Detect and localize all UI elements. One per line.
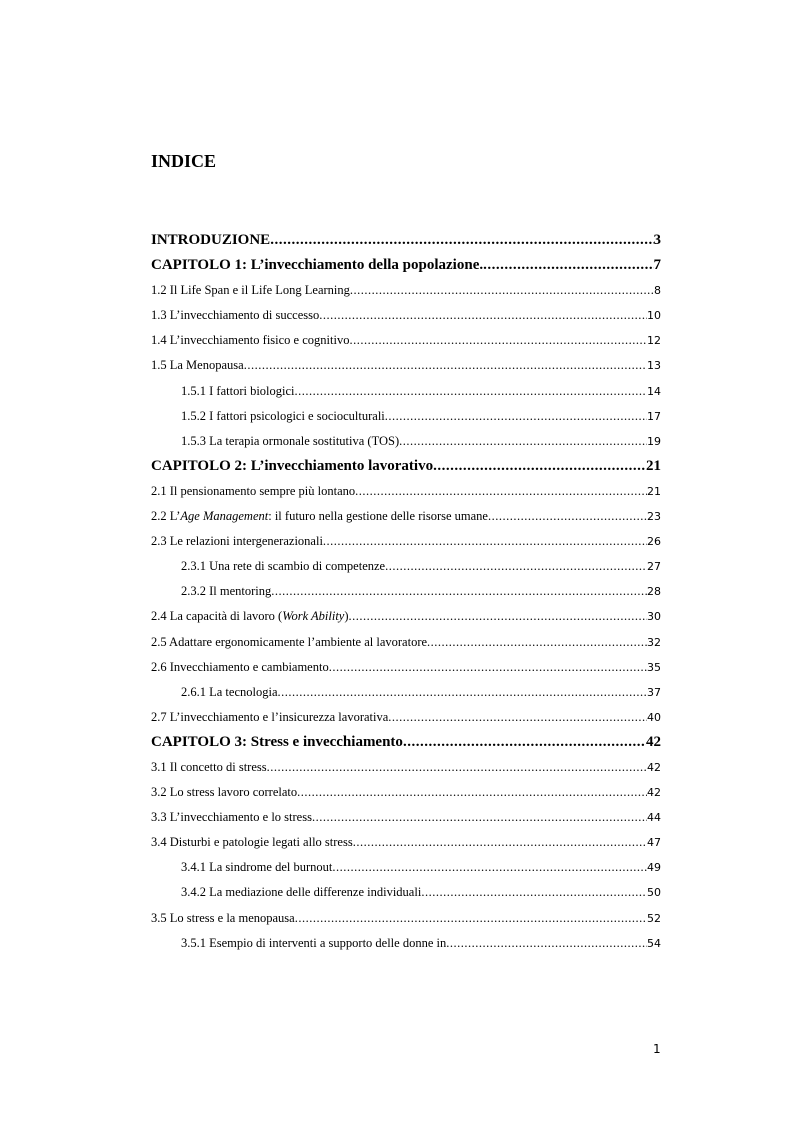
toc-entry-label: 2.5 Adattare ergonomicamente l’ambiente al lavoratore [151, 634, 428, 649]
leader-dots [319, 303, 647, 328]
toc-entry-1-5-1[interactable] [151, 379, 661, 404]
toc-entry-1-5[interactable] [151, 353, 661, 378]
toc-entry-label: 1.5 La Menopausa [151, 358, 244, 373]
leader-dots [295, 906, 647, 931]
toc-entry-label: 2.7 L’invecchiamento e l’insicurezza lavorativa [151, 709, 389, 724]
toc-entry-label: INTRODUZIONE [151, 232, 271, 248]
toc-entry-label: 1.3 L’invecchiamento di successo [151, 308, 320, 323]
toc-entry-2-2[interactable] [151, 504, 661, 529]
toc-entry-label: 2.6.1 La tecnologia [181, 684, 278, 699]
leader-dots [433, 454, 646, 479]
toc-entry-label: 2.4 La capacità di lavoro (Work Ability) [151, 609, 349, 624]
toc-entry-label: 1.2 Il Life Span e il Life Long Learning [151, 283, 350, 298]
leader-dots [353, 830, 647, 855]
toc-entry-label: 3.2 Lo stress lavoro correlato [151, 785, 298, 800]
toc-entry-label: 3.3 L’invecchiamento e lo stress [151, 810, 312, 825]
page-number: 1 [653, 1042, 661, 1056]
toc-entry-page: 30 [647, 610, 661, 624]
toc-entry-label: 1.4 L’invecchiamento fisico e cognitivo [151, 333, 350, 348]
toc-entry-label: CAPITOLO 1: L’invecchiamento della popolazione. [151, 257, 484, 274]
toc-entry-3-3[interactable] [151, 805, 661, 830]
toc-entry-page: 21 [647, 484, 661, 498]
toc-entry-page: 42 [646, 733, 661, 750]
leader-dots [483, 253, 653, 278]
toc-entry-label: 2.6 Invecchiamento e cambiamento [151, 659, 329, 674]
toc-entry-page: 52 [647, 911, 661, 925]
toc-entry-chapter-3[interactable] [151, 730, 661, 755]
toc-entry-page: 3 [653, 232, 661, 248]
toc-entry-label: 3.5 Lo stress e la menopausa [151, 910, 295, 925]
toc-entry-introduzione[interactable] [151, 228, 661, 253]
leader-dots [323, 529, 647, 554]
toc-entry-label: 3.5.1 Esempio di interventi a supporto delle donne in [181, 935, 447, 950]
toc-entry-page: 32 [647, 635, 661, 649]
toc-entry-label: 1.5.3 La terapia ormonale sostitutiva (TOS) [181, 433, 400, 448]
toc-entry-label: 3.4.1 La sindrome del burnout [181, 860, 333, 875]
toc-entry-label: 3.1 Il concetto di stress [151, 759, 267, 774]
toc-entry-page: 50 [647, 886, 661, 900]
toc-entry-3-5-1[interactable] [151, 931, 661, 956]
leader-dots [350, 278, 654, 303]
toc-entry-page: 42 [647, 786, 661, 800]
leader-dots [297, 780, 647, 805]
leader-dots [403, 730, 646, 755]
toc-entry-page: 49 [647, 861, 661, 875]
toc-entry-2-1[interactable] [151, 479, 661, 504]
toc-entry-label: 2.3.2 Il mentoring [181, 584, 272, 599]
toc-entry-1-2[interactable] [151, 278, 661, 303]
toc-entry-2-5[interactable] [151, 630, 661, 655]
toc-entry-1-5-3[interactable] [151, 429, 661, 454]
toc-entry-page: 13 [647, 359, 661, 373]
toc-entry-page: 23 [647, 510, 661, 524]
table-of-contents [151, 228, 661, 956]
leader-dots [244, 353, 647, 378]
leader-dots [385, 554, 647, 579]
toc-entry-page: 17 [647, 409, 661, 423]
toc-entry-page: 28 [647, 585, 661, 599]
toc-entry-label: 3.4.2 La mediazione delle differenze individuali [181, 885, 422, 900]
leader-dots [399, 429, 647, 454]
leader-dots [349, 328, 647, 353]
leader-dots [295, 379, 647, 404]
leader-dots [332, 855, 647, 880]
toc-entry-1-5-2[interactable] [151, 404, 661, 429]
toc-entry-label: 2.3 Le relazioni intergenerazionali [151, 534, 323, 549]
leader-dots [446, 931, 647, 956]
toc-entry-page: 42 [647, 760, 661, 774]
toc-entry-2-6-1[interactable] [151, 680, 661, 705]
toc-entry-2-7[interactable] [151, 705, 661, 730]
toc-entry-3-4-2[interactable] [151, 880, 661, 905]
toc-entry-page: 10 [647, 309, 661, 323]
toc-entry-page: 7 [653, 257, 661, 274]
toc-entry-page: 44 [647, 811, 661, 825]
toc-entry-2-3-2[interactable] [151, 579, 661, 604]
leader-dots [427, 630, 647, 655]
toc-entry-chapter-2[interactable] [151, 454, 661, 479]
toc-entry-2-4[interactable] [151, 604, 661, 629]
toc-entry-2-6[interactable] [151, 655, 661, 680]
toc-entry-label: 1.5.1 I fattori biologici [181, 383, 295, 398]
toc-entry-label: 2.3.1 Una rete di scambio di competenze [181, 559, 386, 574]
leader-dots [421, 880, 647, 905]
toc-entry-page: 35 [647, 660, 661, 674]
leader-dots [329, 655, 647, 680]
toc-entry-3-5[interactable] [151, 906, 661, 931]
toc-entry-page: 19 [647, 434, 661, 448]
toc-entry-page: 40 [647, 710, 661, 724]
toc-entry-2-3-1[interactable] [151, 554, 661, 579]
leader-dots [349, 604, 647, 629]
toc-entry-1-4[interactable] [151, 328, 661, 353]
toc-entry-label: 1.5.2 I fattori psicologici e socioculturali [181, 408, 385, 423]
leader-dots [270, 228, 653, 253]
toc-entry-label: 2.1 Il pensionamento sempre più lontano [151, 483, 356, 498]
toc-entry-3-4[interactable] [151, 830, 661, 855]
leader-dots [267, 755, 647, 780]
toc-entry-label: 2.2 L’Age Management: il futuro nella gestione delle risorse umane [151, 509, 488, 524]
toc-entry-page: 47 [647, 836, 661, 850]
page-title: INDICE [151, 151, 217, 171]
toc-entry-page: 14 [647, 384, 661, 398]
leader-dots [355, 479, 647, 504]
toc-entry-chapter-1[interactable] [151, 253, 661, 278]
toc-entry-1-3[interactable] [151, 303, 661, 328]
toc-entry-page: 12 [647, 334, 661, 348]
toc-entry-page: 54 [647, 936, 661, 950]
leader-dots [488, 504, 647, 529]
leader-dots [388, 705, 647, 730]
toc-entry-label: 3.4 Disturbi e patologie legati allo stress [151, 835, 353, 850]
toc-entry-page: 26 [647, 535, 661, 549]
toc-entry-page: 8 [654, 284, 661, 298]
toc-entry-3-4-1[interactable] [151, 855, 661, 880]
toc-entry-label: CAPITOLO 2: L’invecchiamento lavorativo [151, 457, 434, 474]
toc-entry-page: 27 [647, 560, 661, 574]
toc-entry-3-1[interactable] [151, 755, 661, 780]
toc-entry-label: CAPITOLO 3: Stress e invecchiamento [151, 733, 403, 750]
toc-entry-2-3[interactable] [151, 529, 661, 554]
leader-dots [271, 579, 647, 604]
leader-dots [278, 680, 648, 705]
toc-entry-page: 21 [646, 457, 661, 474]
leader-dots [385, 404, 647, 429]
toc-entry-page: 37 [647, 685, 661, 699]
leader-dots [312, 805, 647, 830]
toc-entry-3-2[interactable] [151, 780, 661, 805]
